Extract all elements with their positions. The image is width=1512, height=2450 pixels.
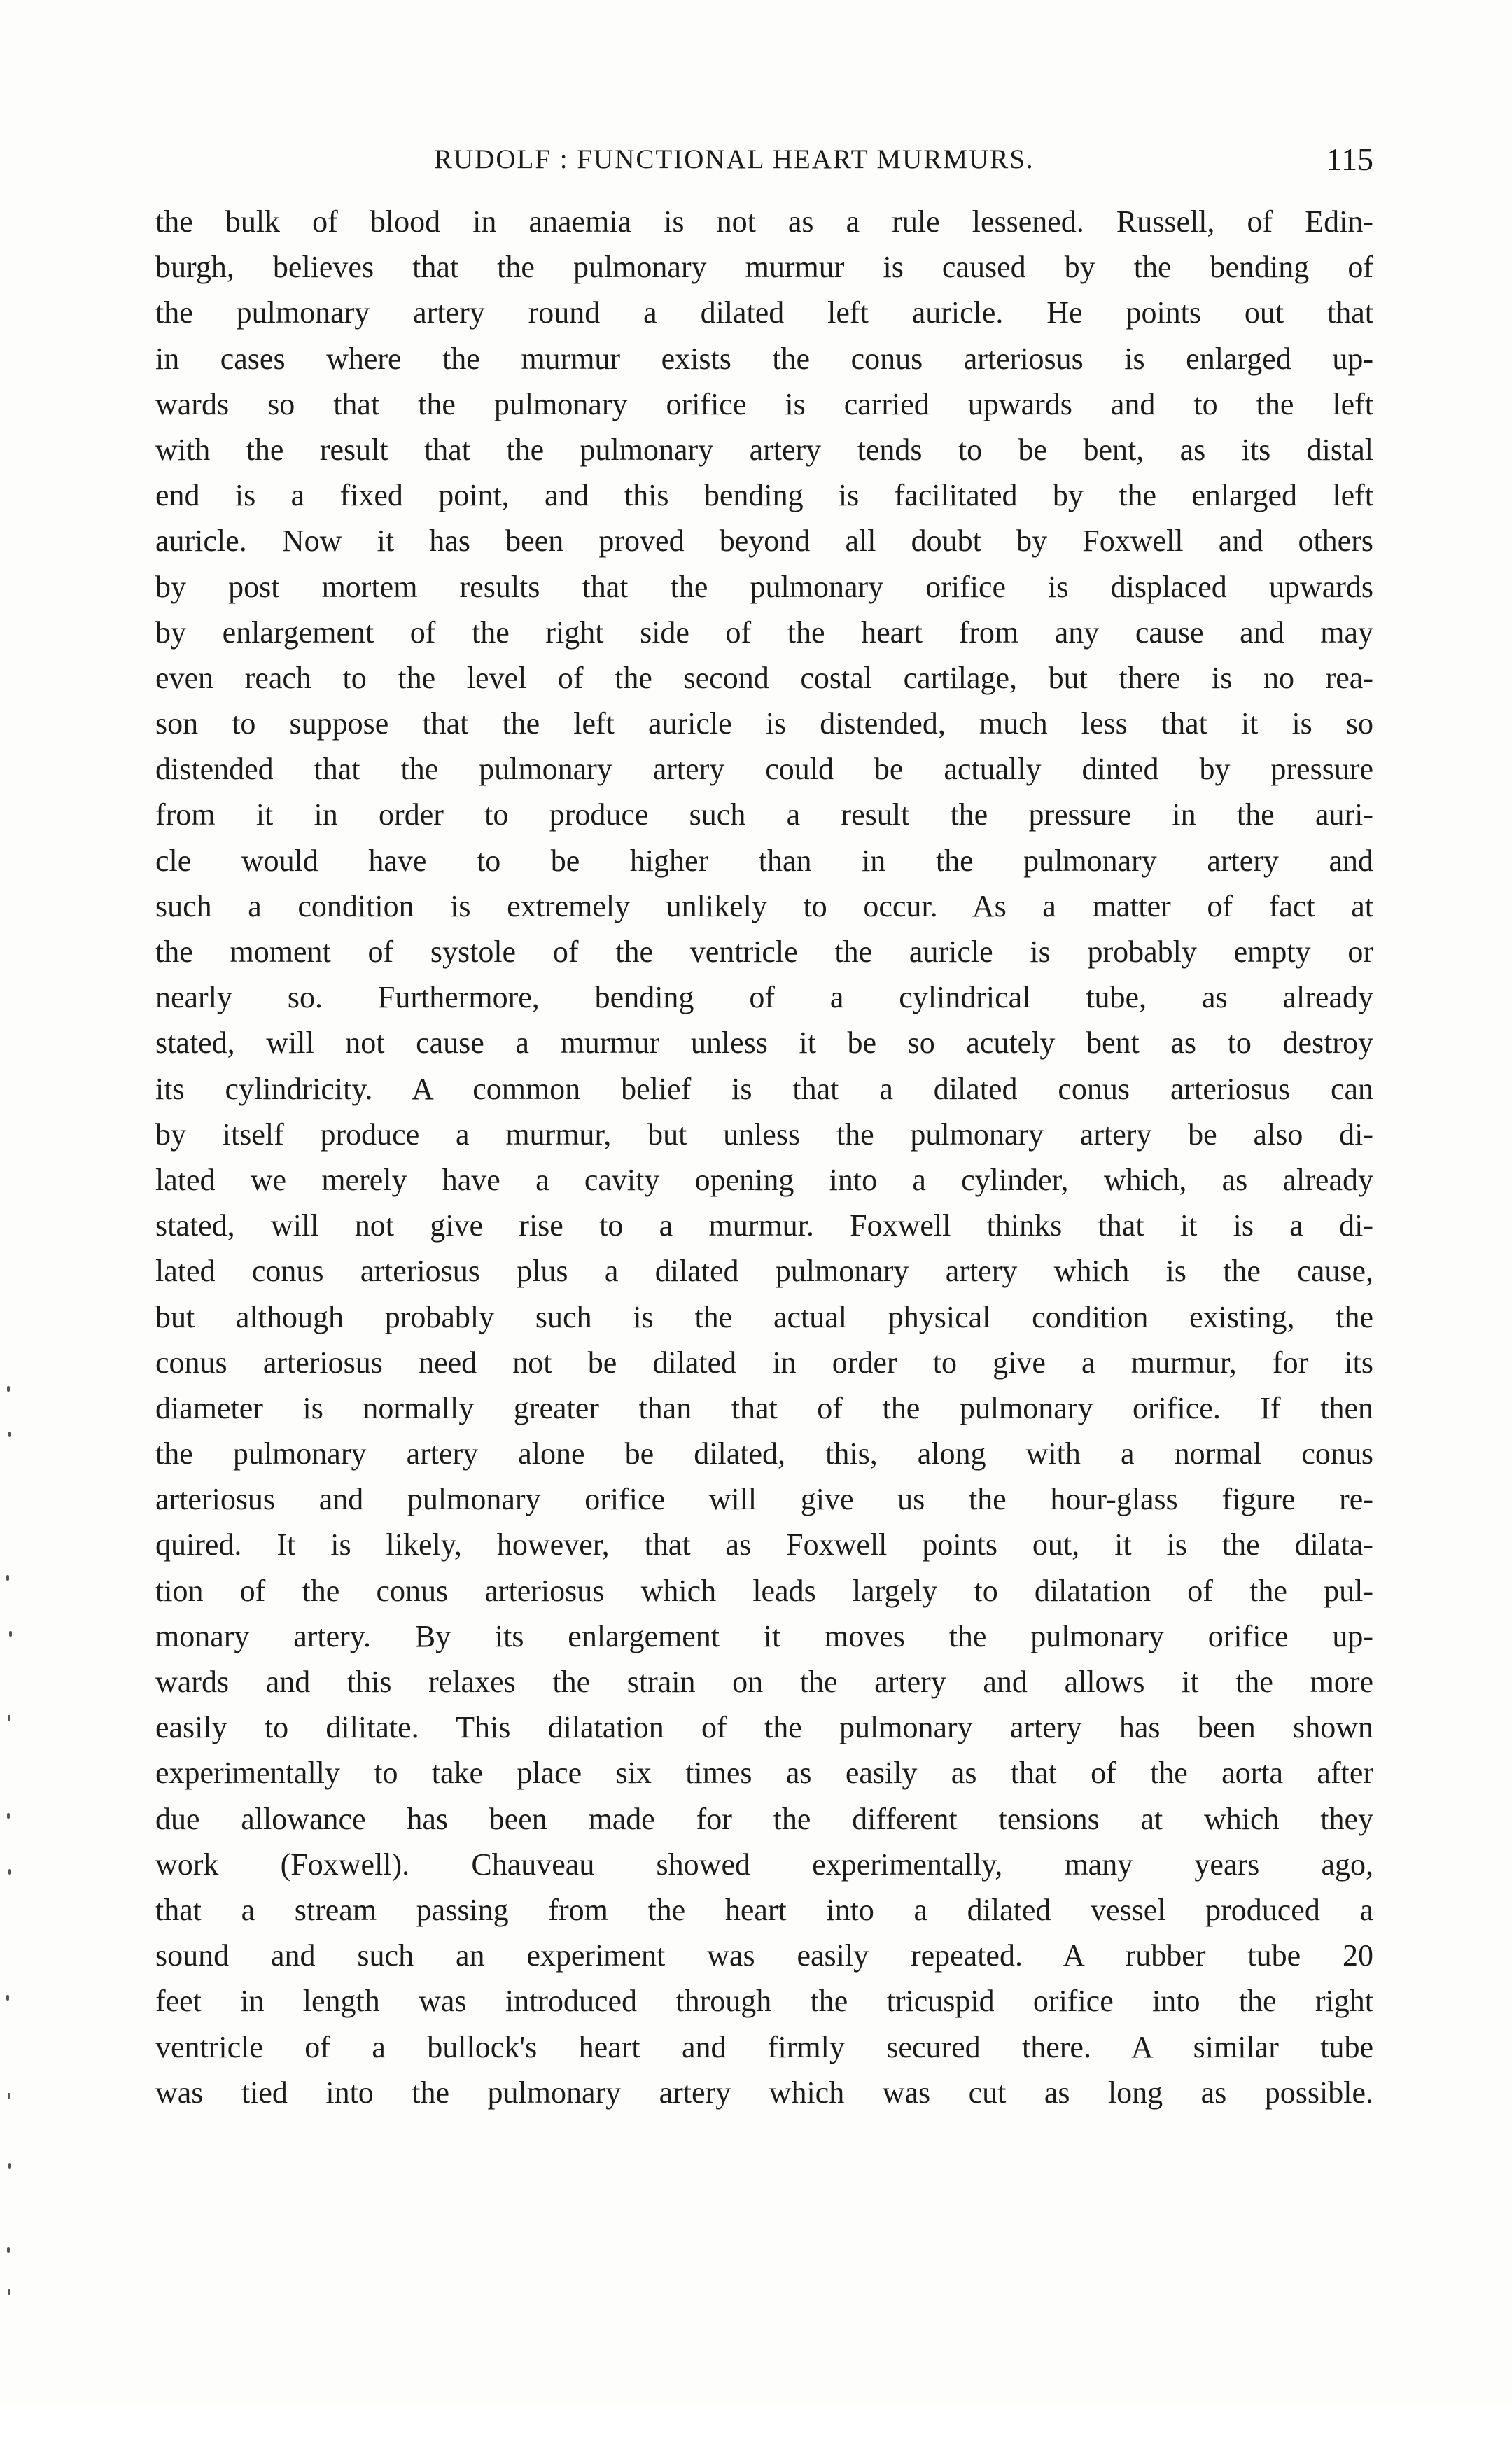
text-line: wards and this relaxes the strain on the artery and allows it the more xyxy=(155,1665,1373,1699)
text-line: such a condition is extremely unlikely to occur. As a matter of fact at xyxy=(155,888,1373,923)
scan-speck xyxy=(8,1715,10,1721)
text-line: sound and such an experiment was easily repeated. A rubber tube 20 xyxy=(155,1938,1373,1973)
text-line: the pulmonary artery alone be dilated, this, along with a normal conus xyxy=(155,1436,1373,1471)
scan-speck xyxy=(8,1432,11,1437)
text-line: distended that the pulmonary artery could be actually dinted by pressure xyxy=(155,752,1373,787)
text-line: end is a fixed point, and this bending is facilitated by the enlarged left xyxy=(155,478,1373,513)
text-line: by post mortem results that the pulmonary orifice is displaced upwards xyxy=(155,569,1373,604)
text-line: by enlargement of the right side of the heart from any cause and may xyxy=(155,615,1373,650)
scan-speck xyxy=(8,1869,11,1875)
text-line: by itself produce a murmur, but unless the pulmonary artery be also di- xyxy=(155,1116,1373,1152)
scan-speck xyxy=(7,1813,10,1819)
text-line: stated, will not cause a murmur unless it be so acutely bent as to destroy xyxy=(155,1026,1373,1060)
text-line: arteriosus and pulmonary orifice will give us the hour-glass figure re- xyxy=(155,1482,1373,1517)
text-line: easily to dilitate. This dilatation of the pulmonary artery has been shown xyxy=(155,1710,1373,1745)
text-line: the bulk of blood in anaemia is not as a rule lessened. Russell, of Edin- xyxy=(155,204,1373,239)
page-number: 115 xyxy=(1326,141,1373,177)
scan-margin-specks xyxy=(0,1365,28,2450)
text-line: feet in length was introduced through the tricuspid orifice into the right xyxy=(155,1984,1373,2019)
text-line: burgh, believes that the pulmonary murmur is caused by the bending of xyxy=(155,250,1373,285)
scan-speck xyxy=(7,2247,10,2253)
text-line: nearly so. Furthermore, bending of a cylindrical tube, as already xyxy=(155,980,1373,1015)
scan-speck xyxy=(7,1386,10,1392)
text-line: monary artery. By its enlargement it moves the pulmonary orifice up- xyxy=(155,1618,1373,1653)
scan-speck xyxy=(8,2093,10,2099)
text-line: from it in order to produce such a result the pressure in the auri- xyxy=(155,797,1373,832)
text-line: ventricle of a bullock's heart and firmly secured there. A similar tube xyxy=(155,2029,1373,2064)
text-line: stated, will not give rise to a murmur. Foxwell thinks that it is a di- xyxy=(155,1208,1373,1243)
scan-speck xyxy=(8,2163,11,2169)
scan-speck xyxy=(9,1631,12,1637)
text-line: wards so that the pulmonary orifice is carried upwards and to the left xyxy=(155,386,1373,421)
text-line: lated we merely have a cavity opening into a cylinder, which, as already xyxy=(155,1162,1373,1197)
text-line: experimentally to take place six times as easily as that of the aorta after xyxy=(155,1756,1373,1791)
text-line: was tied into the pulmonary artery which was cut as long as possible. xyxy=(155,2075,1373,2110)
running-head xyxy=(155,139,1373,188)
text-line: diameter is normally greater than that of the pulmonary orifice. If then xyxy=(155,1390,1373,1425)
running-title: RUDOLF : FUNCTIONAL HEART MURMURS. xyxy=(434,144,1035,174)
scan-speck xyxy=(6,1995,9,2001)
text-line: work (Foxwell). Chauveau showed experimentally, many years ago, xyxy=(155,1847,1373,1882)
text-line: but although probably such is the actual physical condition existing, the xyxy=(155,1299,1373,1334)
text-line: lated conus arteriosus plus a dilated pulmonary artery which is the cause, xyxy=(155,1254,1373,1289)
text-line: in cases where the murmur exists the conus arteriosus is enlarged up- xyxy=(155,341,1373,376)
text-line: auricle. Now it has been proved beyond all doubt by Foxwell and others xyxy=(155,524,1373,559)
text-line: the pulmonary artery round a dilated left auricle. He points out that xyxy=(155,295,1373,330)
text-line: son to suppose that the left auricle is distended, much less that it is so xyxy=(155,706,1373,741)
text-line: that a stream passing from the heart into a dilated vessel produced a xyxy=(155,1892,1373,1927)
text-line: tion of the conus arteriosus which leads largely to dilatation of the pul- xyxy=(155,1573,1373,1608)
text-line: even reach to the level of the second costal cartilage, but there is no rea- xyxy=(155,660,1373,695)
scan-speck xyxy=(6,1575,9,1581)
scan-speck xyxy=(8,2289,10,2295)
text-line: with the result that the pulmonary artery tends to be bent, as its distal xyxy=(155,432,1373,467)
text-line: due allowance has been made for the different tensions at which they xyxy=(155,1801,1373,1836)
body-text xyxy=(155,199,1373,2115)
text-line: the moment of systole of the ventricle the auricle is probably empty or xyxy=(155,934,1373,969)
text-line: quired. It is likely, however, that as Foxwell points out, it is the dilata- xyxy=(155,1527,1373,1562)
text-line: conus arteriosus need not be dilated in order to give a murmur, for its xyxy=(155,1345,1373,1380)
text-line: its cylindricity. A common belief is that a dilated conus arteriosus can xyxy=(155,1071,1373,1106)
text-line: cle would have to be higher than in the pulmonary artery and xyxy=(155,843,1373,878)
